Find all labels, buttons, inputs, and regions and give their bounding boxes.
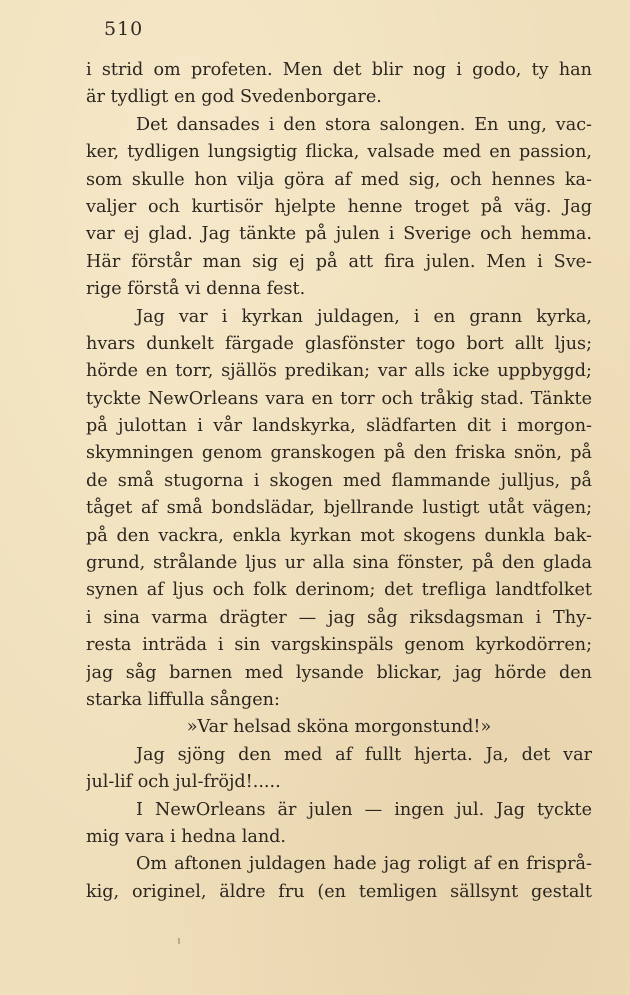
text-line: jag såg barnen med lysande blickar, jag hörde den (86, 662, 592, 683)
text-line: tåget af små bondslädar, bjellrande lustigt utåt vägen; (86, 498, 592, 519)
text-line: som skulle hon vilja göra af med sig, och hennes ka- (86, 169, 592, 190)
text-line: jul-lif och jul-fröjd!..... (86, 772, 281, 793)
text-line: på julottan i vår landskyrka, slädfarten dit i morgon- (86, 416, 592, 437)
text-line: hvars dunkelt färgade glasfönster togo bort allt ljus; (86, 333, 592, 354)
text-line: i strid om profeten. Men det blir nog i godo, ty han (86, 60, 592, 80)
text-line: mig vara i hedna land. (86, 826, 287, 847)
text-line: Här förstår man sig ej på att fira julen. Men i Sve- (86, 251, 592, 272)
text-line: hörde en torr, själlös predikan; var alls icke uppbyggd; (86, 361, 592, 382)
text-line: kig, originel, äldre fru (en temligen sällsynt gestalt (86, 881, 592, 902)
text-line: synen af ljus och folk derinom; det trefliga landtfolket (86, 580, 592, 601)
text-line: I NewOrleans är julen — ingen jul. Jag tyckte (136, 799, 592, 820)
quote-line: »Var helsad sköna morgonstund!» (186, 717, 492, 738)
body-text (86, 57, 592, 906)
text-line: är tydligt en god Svedenborgare. (86, 87, 382, 108)
paper-speck (178, 938, 180, 944)
text-line: Om aftonen juldagen hade jag roligt af en frisprå- (136, 854, 592, 875)
text-line: Det dansades i den stora salongen. En ung, vac- (136, 114, 592, 135)
text-line: resta inträda i sin vargskinspäls genom kyrkodörren; (86, 635, 592, 656)
text-line: valjer och kurtisör hjelpte henne troget på väg. Jag (86, 196, 592, 217)
text-line: Jag sjöng den med af fullt hjerta. Ja, det var (136, 744, 592, 765)
text-line: var ej glad. Jag tänkte på julen i Sverige och hemma. (86, 224, 592, 245)
text-line: Jag var i kyrkan juldagen, i en grann kyrka, (136, 306, 592, 327)
text-line: skymningen genom granskogen på den friska snön, på (86, 443, 592, 464)
text-line: ker, tydligen lungsigtig flicka, valsade med en passion, (86, 142, 592, 163)
text-line: grund, strålande ljus ur alla sina fönster, på den glada (86, 553, 592, 574)
text-line: i sina varma drägter — jag såg riksdagsman i Thy- (86, 607, 592, 628)
text-line: tyckte NewOrleans vara en torr och tråkig stad. Tänkte (86, 388, 592, 409)
text-line: rige förstå vi denna fest. (86, 279, 306, 300)
text-line: de små stugorna i skogen med flammande julljus, på (86, 470, 592, 491)
text-line: på den vackra, enkla kyrkan mot skogens dunkla bak- (86, 525, 592, 546)
text-line: starka liffulla sången: (86, 689, 280, 710)
page-number: 510 (104, 18, 144, 40)
